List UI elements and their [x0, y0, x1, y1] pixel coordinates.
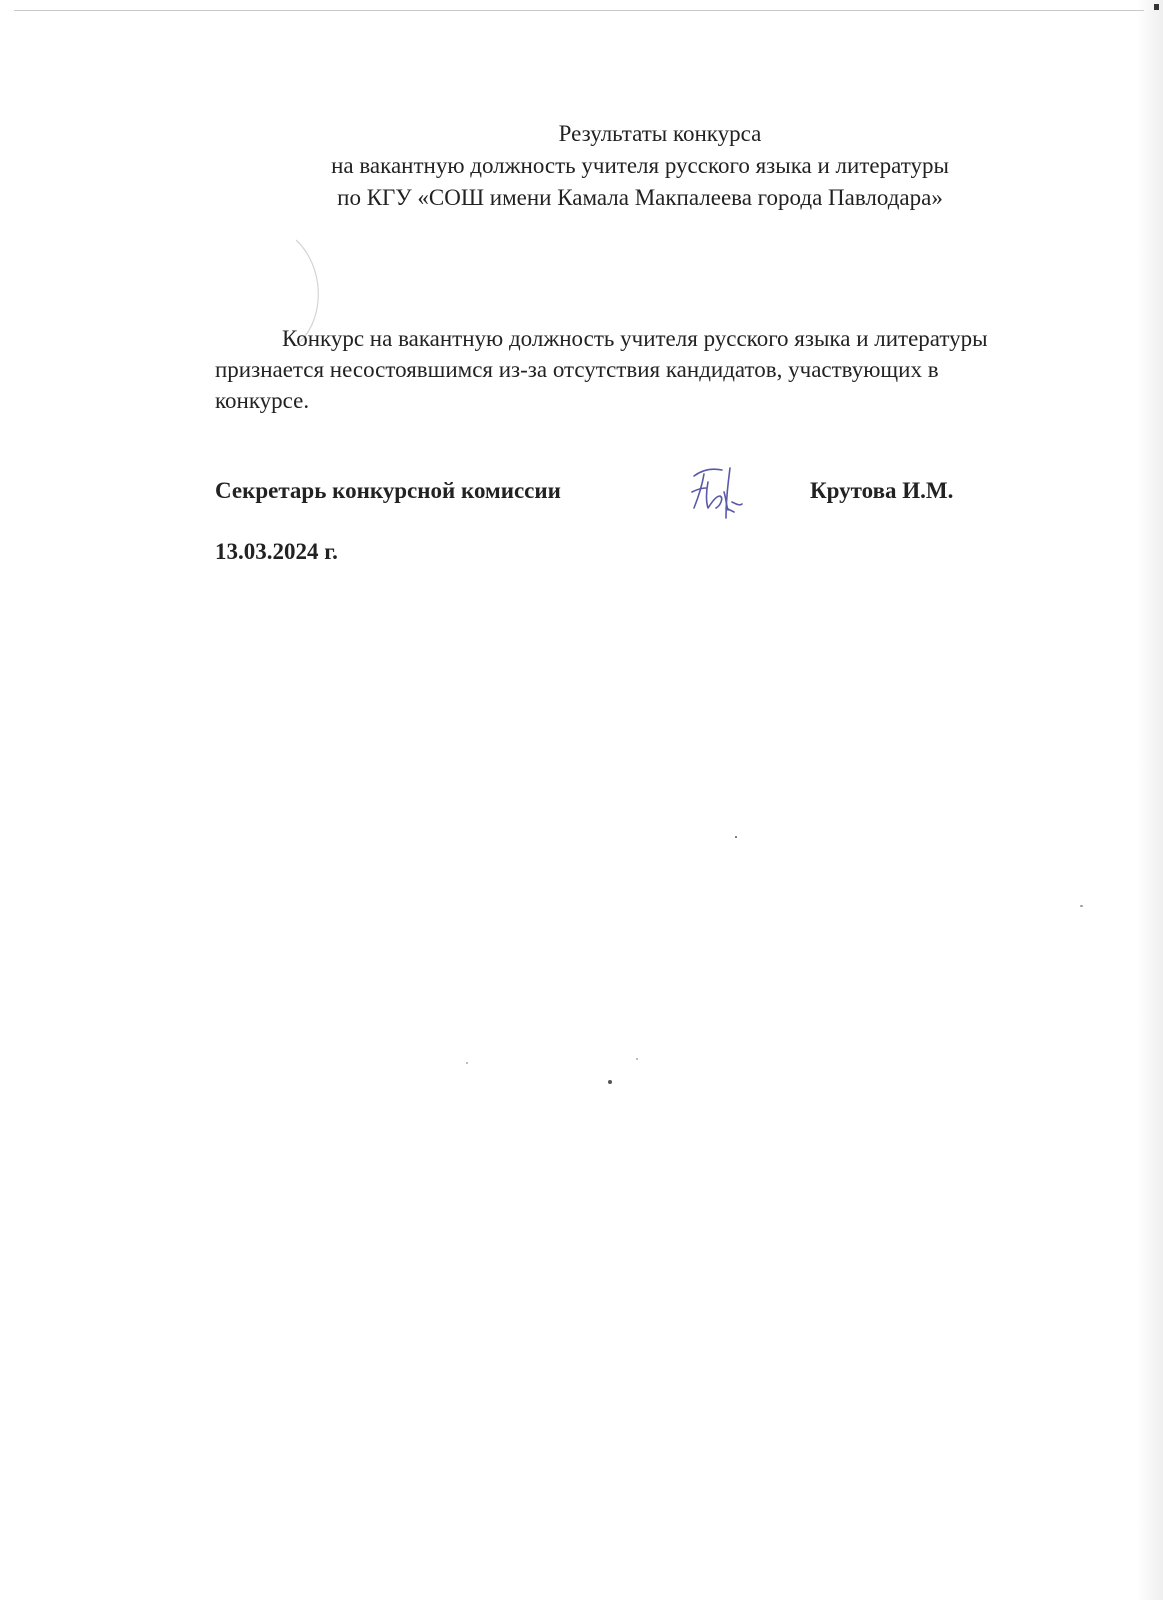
document-title [280, 118, 1030, 214]
scan-speck [735, 836, 737, 838]
document-date: 13.03.2024 г. [215, 539, 338, 564]
scan-edge-line [14, 10, 1144, 11]
signatory-name: Крутова И.М. [810, 478, 954, 503]
body-paragraph: Конкурс на вакантную должность учителя русского языка и литературы признается несостоявшимся из-за отсутствия кандидатов, участвующих в конкурсе. [215, 326, 988, 413]
title-line-2: на вакантную должность учителя русского языка и литературы [331, 153, 949, 178]
signature-row [215, 478, 1015, 518]
scan-edge-shadow [1137, 0, 1163, 1600]
scan-speck [608, 1080, 612, 1084]
title-line-3: по КГУ «СОШ имени Камала Макпалеева города Павлодара» [337, 185, 943, 210]
title-line-1: Результаты конкурса [558, 121, 762, 146]
scan-speck [1080, 905, 1083, 907]
scan-speck [466, 1062, 468, 1064]
signature-label: Секретарь конкурсной комиссии [215, 478, 561, 503]
handwritten-signature [682, 462, 752, 524]
scan-corner-mark [1154, 4, 1159, 10]
scan-speck [636, 1058, 638, 1060]
